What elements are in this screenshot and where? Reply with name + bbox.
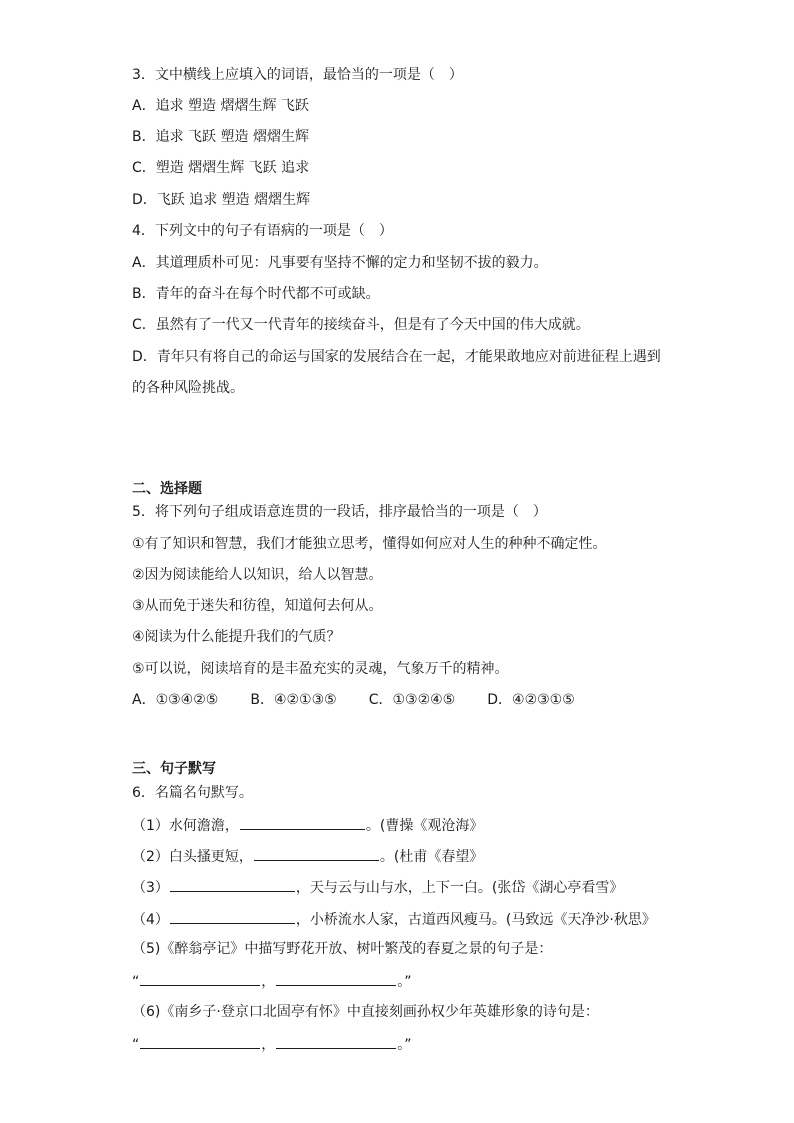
close-quote: 。” (397, 974, 412, 990)
q6-item-6-stem: （6)《南乡子·登京口北固亭有怀》中直接刻画孙权少年英雄形象的诗句是： (132, 1004, 599, 1020)
close-quote: 。” (397, 1037, 412, 1053)
q4-option-c: C．虽然有了一代又一代青年的接续奋斗，但是有了今天中国的伟大成就。 (132, 317, 590, 333)
q6-item-3-prefix: （3） (132, 880, 169, 896)
answer-blank[interactable] (276, 1033, 396, 1049)
comma: ， (261, 974, 276, 990)
q6-item-4 (132, 908, 656, 928)
q5-sentence-2: ②因为阅读能给人以知识，给人以智慧。 (132, 567, 383, 583)
answer-blank[interactable] (140, 1033, 260, 1049)
q4-option-b: B．青年的奋斗在每个时代都不可或缺。 (132, 286, 380, 302)
q6-item-4-prefix: （4） (132, 912, 169, 928)
q6-item-5-stem: （5)《醉翁亭记》中描写野花开放、树叶繁茂的春夏之景的句子是： (132, 941, 553, 957)
q5-options (132, 690, 575, 710)
answer-blank[interactable] (254, 845, 379, 861)
q3-option-a: A．追求 塑造 熠熠生辉 飞跃 (132, 98, 309, 114)
q4-option-d-line1: D．青年只有将自己的命运与国家的发展结合在一起，才能果敢地应对前进征程上遇到 (132, 349, 661, 365)
q3-option-c: C．塑造 熠熠生辉 飞跃 追求 (132, 160, 310, 176)
q5-sentence-1: ①有了知识和智慧，我们才能独立思考，懂得如何应对人生的种种不确定性。 (132, 536, 607, 552)
q3-option-d: D．飞跃 追求 塑造 熠熠生辉 (132, 192, 311, 208)
q6-item-2-suffix: 。(杜甫《春望》 (379, 849, 484, 865)
q6-item-3-suffix: ，天与云与山与水，上下一白。(张岱《湖心亭看雪》 (295, 880, 624, 896)
answer-blank[interactable] (240, 814, 365, 830)
q6-item-1-prefix: （1）水何澹澹， (132, 818, 239, 834)
q5-option-b: B．④②①③⑤ (250, 692, 337, 708)
answer-blank[interactable] (170, 876, 295, 892)
q6-stem: 6．名篇名句默写。 (132, 785, 253, 801)
open-quote: “ (132, 974, 140, 990)
section-title-dictation: 三、句子默写 (132, 761, 216, 777)
q3-option-b: B．追求 飞跃 塑造 熠熠生辉 (132, 129, 309, 145)
q6-item-2-prefix: （2）白头搔更短， (132, 849, 253, 865)
q5-option-a: A．①③④②⑤ (132, 692, 219, 708)
q6-item-1 (132, 814, 483, 834)
q4-option-d-line2: 的各种风险挑战。 (132, 380, 244, 396)
answer-blank[interactable] (276, 970, 396, 986)
q6-item-6-answer (132, 1033, 412, 1053)
q5-option-c: C．①③②④⑤ (368, 692, 456, 708)
q6-item-2 (132, 845, 483, 865)
q3-stem: 3．文中横线上应填入的词语，最恰当的一项是（ ） (132, 67, 463, 83)
q5-sentence-4: ④阅读为什么能提升我们的气质？ (132, 629, 341, 645)
answer-blank[interactable] (140, 970, 260, 986)
q5-stem: 5．将下列句子组成语意连贯的一段话，排序最恰当的一项是（ ） (132, 504, 547, 520)
q5-sentence-3: ③从而免于迷失和彷徨，知道何去何从。 (132, 598, 383, 614)
q4-option-a: A．其道理质朴可见：凡事要有坚持不懈的定力和坚韧不拔的毅力。 (132, 255, 548, 271)
open-quote: “ (132, 1037, 140, 1053)
q5-sentence-5: ⑤可以说，阅读培育的是丰盈充实的灵魂，气象万千的精神。 (132, 661, 509, 677)
q6-item-1-suffix: 。(曹操《观沧海》 (365, 818, 484, 834)
q4-stem: 4．下列文中的句子有语病的一项是（ ） (132, 223, 393, 239)
q6-item-3 (132, 876, 623, 896)
q6-item-4-suffix: ，小桥流水人家，古道西风瘦马。(马致远《天净沙·秋思》 (295, 912, 656, 928)
q6-item-5-answer (132, 970, 412, 990)
section-title-choice: 二、选择题 (132, 481, 202, 497)
answer-blank[interactable] (170, 908, 295, 924)
comma: ， (261, 1037, 276, 1053)
q5-option-d: D．④②③①⑤ (487, 692, 575, 708)
